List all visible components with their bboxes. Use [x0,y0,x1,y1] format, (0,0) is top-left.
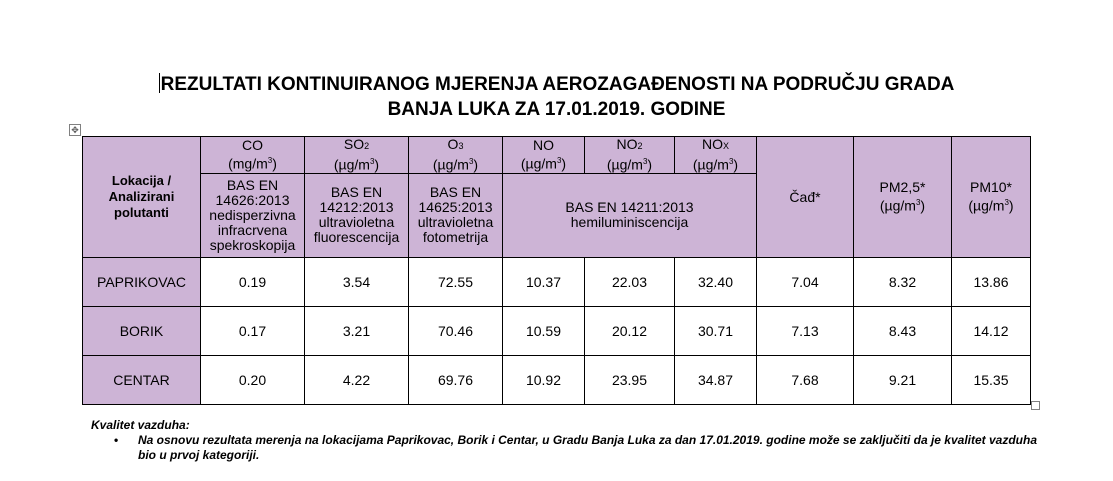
air-quality-notes [91,418,1051,463]
value-cell: 10.37 [503,257,585,306]
pollutant-header-co: CO $(mg/m^3)$ [201,137,305,174]
header-row-pollutants [83,137,1031,174]
title-line-1 [60,72,1053,97]
value-cell: 20.12 [585,306,675,355]
value-cell: 13.86 [952,257,1031,306]
method-o3: BAS EN 14625:2013 ultravioletna fotometrija [409,173,503,257]
results-table [82,136,1031,405]
value-cell: 69.76 [409,355,503,404]
method-so2: BAS EN 14212:2013 ultravioletna fluorescencija [305,173,409,257]
value-cell: 22.03 [585,257,675,306]
pollutant-header-o3: O3 $(\mu g/m^3)$ [409,137,503,174]
location-cell: PAPRIKOVAC [83,257,201,306]
pm25-header: PM2,5* $(\mu g/m^3)$ [854,137,952,258]
method-nox: BAS EN 14211:2013 hemiluminiscencija [503,173,757,257]
value-cell: 9.21 [854,355,952,404]
notes-list [91,433,1051,463]
value-cell: 15.35 [952,355,1031,404]
resize-square-icon[interactable] [1031,401,1040,410]
move-arrows-icon[interactable]: ✥ [69,124,81,136]
pollutant-header-nox: NOX $(\mu g/m^3)$ [675,137,757,174]
value-cell: 14.12 [952,306,1031,355]
value-cell: 0.19 [201,257,305,306]
value-cell: 0.17 [201,306,305,355]
value-cell: 34.87 [675,355,757,404]
location-header: Lokacija / Analizirani polutanti [83,137,201,258]
value-cell: 8.43 [854,306,952,355]
value-cell: 8.32 [854,257,952,306]
value-cell: 32.40 [675,257,757,306]
value-cell: 10.92 [503,355,585,404]
value-cell: 3.54 [305,257,409,306]
location-cell: CENTAR [83,355,201,404]
table-row [83,355,1031,404]
value-cell: 70.46 [409,306,503,355]
pm10-header: PM10* $(\mu g/m^3)$ [952,137,1031,258]
value-cell: 7.04 [757,257,854,306]
value-cell: 0.20 [201,355,305,404]
title-line-1-text: REZULTATI KONTINUIRANOG MJERENJA AEROZAGAĐENOSTI NA PODRUČJU GRADA [160,74,955,95]
pollutant-header-no2: NO2 $(\mu g/m^3)$ [585,137,675,174]
pollutant-header-so2: SO2 $(\mu g/m^3)$ [305,137,409,174]
value-cell: 30.71 [675,306,757,355]
pollutant-header-no: NO $(\mu g/m^3)$ [503,137,585,174]
location-cell: BORIK [83,306,201,355]
value-cell: 3.21 [305,306,409,355]
text-cursor [159,73,160,93]
value-cell: 72.55 [409,257,503,306]
list-item: • Na osnovu rezultata merenja na lokacijama Paprikovac, Borik i Centar, u Gradu Banja Luka za dan 17.01.2019. godine može se zaključiti da je kvalitet vazduha bio u prvoj kategoriji. [138,433,1051,463]
notes-heading: Kvalitet vazduha: [91,418,190,432]
value-cell: 10.59 [503,306,585,355]
value-cell: 7.68 [757,355,854,404]
value-cell: 4.22 [305,355,409,404]
document-title [60,72,1053,122]
cad-header: Čađ* [757,137,854,258]
table-row [83,306,1031,355]
title-line-2: BANJA LUKA ZA 17.01.2019. GODINE [387,99,726,120]
value-cell: 23.95 [585,355,675,404]
value-cell: 7.13 [757,306,854,355]
table-row [83,257,1031,306]
method-co: BAS EN 14626:2013 nedisperzivna infracrvena spekroskopija [201,173,305,257]
